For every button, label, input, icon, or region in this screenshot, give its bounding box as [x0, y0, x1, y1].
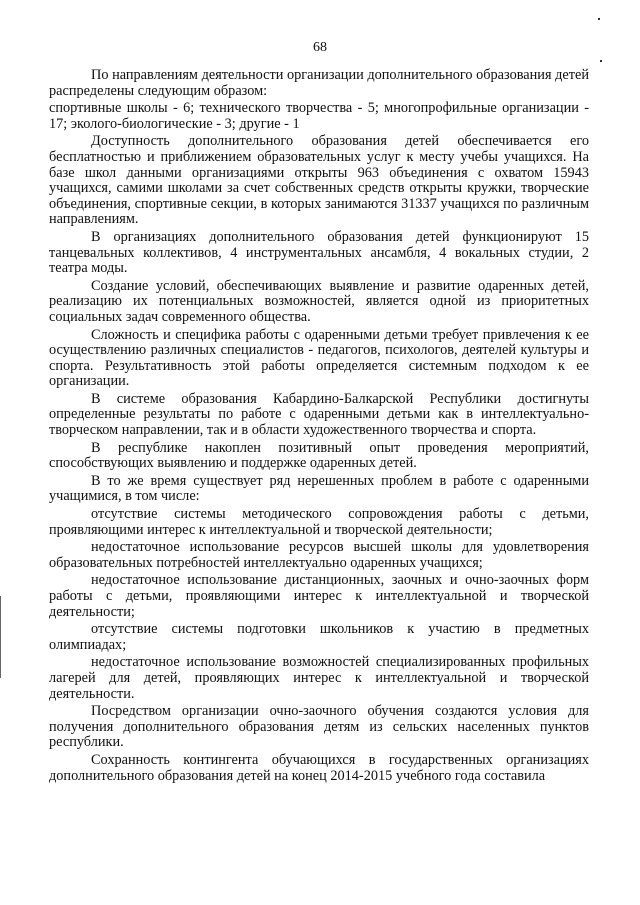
paragraph-directions: По направлениям деятельности организации дополнительного образования детей распределены следующим образом: — [49, 67, 589, 99]
list-item-distance-forms: недостаточное использование дистанционных, заочных и очно-заочных форм работы с детьми, проявляющими интерес к интеллектуальной и творческой деятельности; — [49, 572, 589, 620]
paragraph-results: В системе образования Кабардино-Балкарской Республики достигнуты определенные результаты по работе с одаренными детьми как в интеллектуально-творческом направлении, так и в области художественного творчества и спорта. — [49, 390, 589, 439]
scan-speck — [598, 18, 600, 20]
paragraph-experience: В республике накоплен позитивный опыт проведения мероприятий, способствующих выявлению и поддержке одаренных детей. — [49, 439, 589, 472]
paragraph-collectives: В организациях дополнительного образования детей функционируют 15 танцевальных коллективов, 4 инструментальных ансамбля, 4 вокальных студии, 2 театра моды. — [49, 228, 589, 277]
paragraph-complexity: Сложность и специфика работы с одаренными детьми требует привлечения к ее осуществлению различных специалистов - педагогов, психологов, деятелей культуры и спорта. Результативность этой работы определяется системным подходом к ее организации. — [49, 326, 589, 390]
paragraph-directions-list: спортивные школы - 6; технического творчества - 5; многопрофильные организации - 17; эколого-биологические - 3; другие - 1 — [49, 100, 589, 132]
paragraph-accessibility: Доступность дополнительного образования детей обеспечивается его бесплатностью и приближением образовательных услуг к месту учебы учащихся. На базе школ данными организациями открыты 963 объединения с охватом 15943 учащихся, самими школами за счет собственных средств открыты кружки, творческие объединения, спортивные секции, в которых занимаются 31337 учащихся по различным направлениям. — [49, 133, 589, 228]
list-item-specialized-camps: недостаточное использование возможностей специализированных профильных лагерей для детей, проявляющих интерес к интеллектуальной и творческой деятельности. — [49, 654, 589, 702]
paragraph-problems-intro: В то же время существует ряд нерешенных проблем в работе с одаренными учащимися, в том числе: — [49, 472, 589, 505]
page-number: 68 — [313, 40, 327, 55]
list-item-olympiad-preparation: отсутствие системы подготовки школьников к участию в предметных олимпиадах; — [49, 621, 589, 653]
paragraph-distance-learning: Посредством организации очно-заочного обучения создаются условия для получения дополнительного образования детям из сельских населенных пунктов республики. — [49, 703, 589, 751]
list-item-higher-school-resources: недостаточное использование ресурсов высшей школы для удовлетворения образовательных потребностей интеллектуально одаренных учащихся; — [49, 539, 589, 571]
paragraph-gifted-conditions: Создание условий, обеспечивающих выявление и развитие одаренных детей, реализацию их потенциальных возможностей, является одной из приоритетных социальных задач современного общества. — [49, 277, 589, 325]
document-body — [49, 68, 589, 786]
scan-speck — [600, 60, 602, 62]
scan-edge-line — [0, 596, 1, 678]
paragraph-contingent-retention: Сохранность контингента обучающихся в государственных организациях дополнительного образования детей на конец 2014-2015 учебного года составила — [49, 751, 589, 784]
list-item-methodical-support: отсутствие системы методического сопровождения работы с детьми, проявляющими интерес к интеллектуальной и творческой деятельности; — [49, 506, 589, 538]
